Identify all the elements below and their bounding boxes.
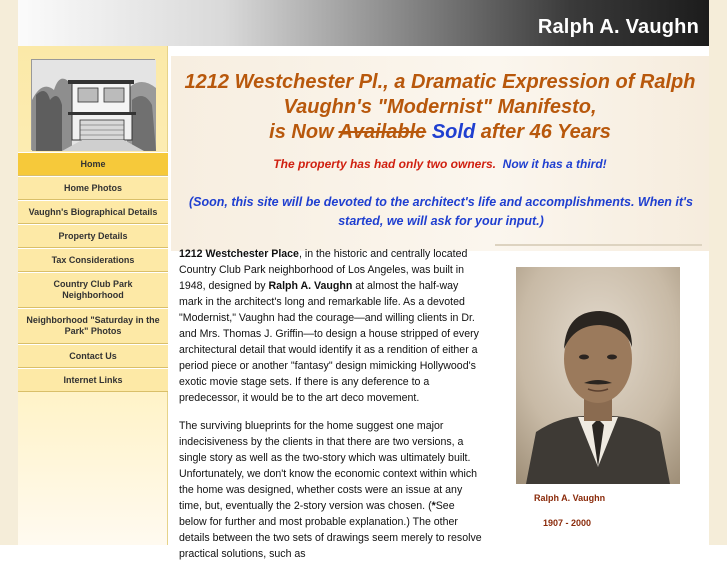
address-bold: 1212 Westchester Place	[179, 248, 299, 260]
nav-item-saturday-in-the-park[interactable]: Neighborhood "Saturday in the Park" Photos	[18, 308, 168, 344]
portrait-caption-name: Ralph A. Vaughn	[534, 493, 606, 503]
owners-note-two: The property has had only two owners.	[273, 157, 496, 171]
paragraph-2-text-b: See below for further and most probable explanation.) The other details between the two sets of drawings seem merely to resolve practical solutions, such as	[179, 500, 482, 560]
page-margin-right	[709, 0, 727, 545]
headline-sold: Sold	[426, 121, 476, 143]
headline-after-years: after 46 Years	[475, 121, 611, 143]
headline-line-3	[171, 120, 709, 145]
headline-available-struck: Available	[338, 121, 427, 143]
headline-banner	[171, 56, 709, 251]
paragraph-2-text-a: The surviving blueprints for the home suggest one major indecisiveness by the clients in that there are two versions, a single story as well as the two-story which was ultimately built. Unfortunately, we don't know the economic context within which the home was designed, whether costs were an issue at any time, but, eventually the 2-story version was chosen. (	[179, 420, 478, 512]
architect-portrait	[516, 267, 680, 484]
article-body	[179, 246, 484, 574]
nav-item-home-photos[interactable]: Home Photos	[18, 176, 168, 200]
site-title: Ralph A. Vaughn	[537, 16, 699, 38]
nav-item-home[interactable]: Home	[18, 152, 168, 176]
sidebar	[18, 46, 168, 545]
site-header	[18, 0, 709, 46]
architect-portrait-image	[516, 267, 680, 484]
paragraph-1-text-a: , in the historic and centrally located Country Club Park neighborhood of Los Angeles, was built in 1948, designed by	[179, 248, 468, 292]
section-divider	[495, 244, 702, 246]
nav-item-biographical-details[interactable]: Vaughn's Biographical Details	[18, 200, 168, 224]
paragraph-2	[179, 418, 484, 562]
coming-soon-note: (Soon, this site will be devoted to the architect's life and accomplishments. When it's started, we will ask for your input.)	[189, 195, 693, 228]
portrait-caption-years: 1907 - 2000	[543, 518, 592, 528]
architect-bold: Ralph A. Vaughn	[268, 280, 353, 292]
paragraph-1-text-b: at almost the half-way mark in the architect's long and remarkable life. As a devoted "Modernist," Vaughn had the courage—and willing clients in Dr. and Mrs. Thomas J. Griffin—to design a house stripped of every architectural detail that would identify it as a rendition of either a period piece or another "fantasy" design mimicking Hollywood's exotic movie stage sets. If there is any deference to a predecessor, it would be to the art deco movement.	[179, 280, 479, 404]
nav-item-internet-links[interactable]: Internet Links	[18, 368, 168, 392]
nav-item-tax-considerations[interactable]: Tax Considerations	[18, 248, 168, 272]
house-sketch-image	[32, 60, 156, 151]
house-photo	[31, 59, 155, 150]
owners-note-third: Now it has a third!	[502, 157, 607, 171]
headline-line-2: Vaughn's "Modernist" Manifesto,	[283, 96, 597, 118]
sidebar-nav	[18, 152, 168, 392]
page-margin-left	[0, 0, 18, 545]
main-content	[168, 46, 709, 560]
paragraph-1	[179, 246, 484, 406]
headline-now: is Now	[269, 121, 339, 143]
headline	[171, 70, 709, 145]
headline-line-1: 1212 Westchester Pl., a Dramatic Expression of Ralph	[184, 71, 696, 93]
asterisk-bold: *	[431, 500, 436, 512]
nav-item-country-club-park[interactable]: Country Club Park Neighborhood	[18, 272, 168, 308]
owners-note	[171, 157, 709, 171]
nav-item-property-details[interactable]: Property Details	[18, 224, 168, 248]
nav-item-contact-us[interactable]: Contact Us	[18, 344, 168, 368]
